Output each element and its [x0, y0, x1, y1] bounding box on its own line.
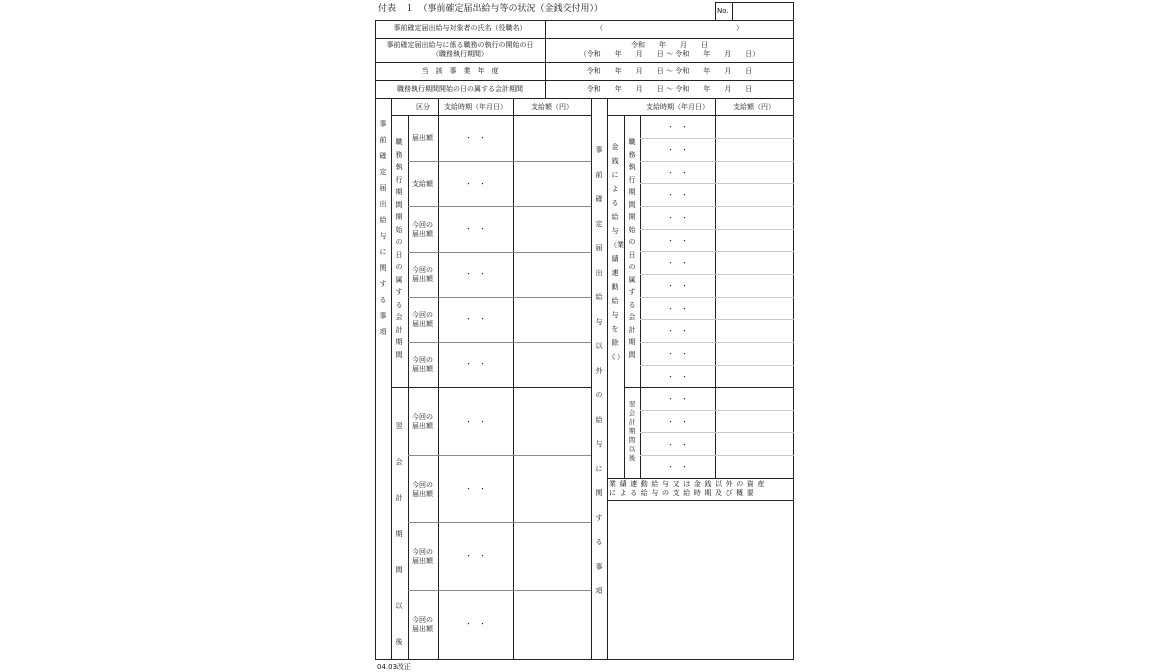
row-kubun: 今回の届出額 — [412, 616, 433, 633]
row-date-field[interactable]: ・ ・ — [465, 270, 486, 278]
row-kubun: 今回の届出額 — [412, 221, 433, 238]
period-field[interactable]: （令和 年 月 日 ～ 令和 年 月 日） — [579, 50, 760, 58]
right-date-field[interactable]: ・ ・ — [667, 327, 688, 335]
row-date-field[interactable]: ・ ・ — [465, 134, 486, 142]
no-field[interactable] — [733, 3, 792, 19]
fiscal-year-label: 当 該 事 業 年 度 — [421, 67, 499, 75]
row-kubun: 今回の届出額 — [412, 481, 433, 498]
revision-note: 04.03改正 — [377, 663, 412, 671]
row-date-field[interactable]: ・ ・ — [465, 225, 486, 233]
row-amount-field[interactable] — [514, 207, 590, 251]
right-col-period: 支給時期（年月日） — [646, 103, 709, 111]
note-line1: 業績連動給与又は金銭以外の資産 — [609, 480, 768, 488]
target-name-field[interactable]: （ ） — [596, 24, 743, 32]
row-amount-field[interactable] — [514, 162, 590, 205]
row-amount-field[interactable] — [514, 116, 590, 160]
row-kubun: 支給額 — [412, 180, 433, 188]
row-amount-field[interactable] — [514, 388, 590, 454]
row-kubun: 今回の届出額 — [412, 266, 433, 283]
right-date-field[interactable]: ・ ・ — [667, 259, 688, 267]
start-date-field[interactable]: 令和 年 月 日 — [631, 41, 708, 49]
right-date-field[interactable]: ・ ・ — [667, 418, 688, 426]
start-date-label: 事前確定届出給与に係る職務の執行の開始の日 — [386, 41, 534, 49]
left-group1-label: 職務執行期間開始の日の属する会計期間 — [395, 138, 403, 359]
row-amount-field[interactable] — [514, 253, 590, 296]
right-mid-label: 金銭による給与（業績連動給与を除く） — [610, 143, 624, 361]
right-date-field[interactable]: ・ ・ — [667, 282, 688, 290]
row-kubun: 今回の届出額 — [412, 311, 433, 328]
row-amount-field[interactable] — [514, 523, 590, 589]
row-kubun: 今回の届出額 — [412, 548, 433, 565]
col-period: 支給時期（年月日） — [444, 103, 507, 111]
row-date-field[interactable]: ・ ・ — [465, 620, 486, 628]
row-date-field[interactable]: ・ ・ — [465, 418, 486, 426]
row-date-field[interactable]: ・ ・ — [465, 315, 486, 323]
row-amount-field[interactable] — [514, 343, 590, 386]
left-outer-label: 事前確定届出給与に関する事項 — [379, 120, 387, 336]
period-label: （職務執行期間） — [432, 50, 488, 58]
row-kubun: 今回の届出額 — [412, 356, 433, 373]
row-date-field[interactable]: ・ ・ — [465, 360, 486, 368]
row-amount-field[interactable] — [514, 298, 590, 341]
right-date-field[interactable]: ・ ・ — [667, 463, 688, 471]
accounting-period-label: 職務執行期間開始の日の属する会計期間 — [397, 85, 523, 93]
row-kubun: 今回の届出額 — [412, 413, 433, 430]
right-group1-label: 職務執行期間開始の日の属する会計期間 — [628, 138, 636, 359]
right-date-field[interactable]: ・ ・ — [667, 373, 688, 381]
note-field[interactable] — [608, 501, 792, 658]
row-date-field[interactable]: ・ ・ — [465, 485, 486, 493]
form-sheet — [375, 0, 795, 671]
right-date-field[interactable]: ・ ・ — [667, 305, 688, 313]
right-date-field[interactable]: ・ ・ — [667, 214, 688, 222]
row-amount-field[interactable] — [514, 591, 590, 658]
left-group2-label: 翌会計期間以後 — [395, 422, 403, 646]
right-date-field[interactable]: ・ ・ — [667, 169, 688, 177]
right-col-amount: 支給額（円） — [733, 103, 775, 111]
form-title: 付表 １ （事前確定届出給与等の状況（金銭交付用）） — [378, 4, 604, 14]
row-date-field[interactable]: ・ ・ — [465, 552, 486, 560]
row-amount-field[interactable] — [514, 456, 590, 521]
right-date-field[interactable]: ・ ・ — [667, 123, 688, 131]
right-outer-label: 事前確定届出給与以外の給与に関する事項 — [595, 146, 603, 595]
no-label: No. — [717, 7, 729, 15]
note-line2: による給与の支給時期及び概要 — [609, 489, 758, 497]
right-date-field[interactable]: ・ ・ — [667, 237, 688, 245]
col-kubun: 区分 — [416, 103, 430, 111]
right-date-field[interactable]: ・ ・ — [667, 441, 688, 449]
target-name-label: 事前確定届出給与対象者の氏名（役職名） — [393, 24, 527, 32]
right-group2-label: 翌会計期間以後 — [628, 400, 636, 462]
fiscal-year-field[interactable]: 令和 年 月 日 ～ 令和 年 月 日 — [586, 67, 753, 75]
right-date-field[interactable]: ・ ・ — [667, 146, 688, 154]
row-kubun: 届出額 — [412, 134, 433, 142]
right-date-field[interactable]: ・ ・ — [667, 350, 688, 358]
right-date-field[interactable]: ・ ・ — [667, 395, 688, 403]
col-amount: 支給額（円） — [531, 103, 573, 111]
accounting-period-field[interactable]: 令和 年 月 日 ～ 令和 年 月 日 — [586, 85, 753, 93]
row-date-field[interactable]: ・ ・ — [465, 180, 486, 188]
right-date-field[interactable]: ・ ・ — [667, 191, 688, 199]
